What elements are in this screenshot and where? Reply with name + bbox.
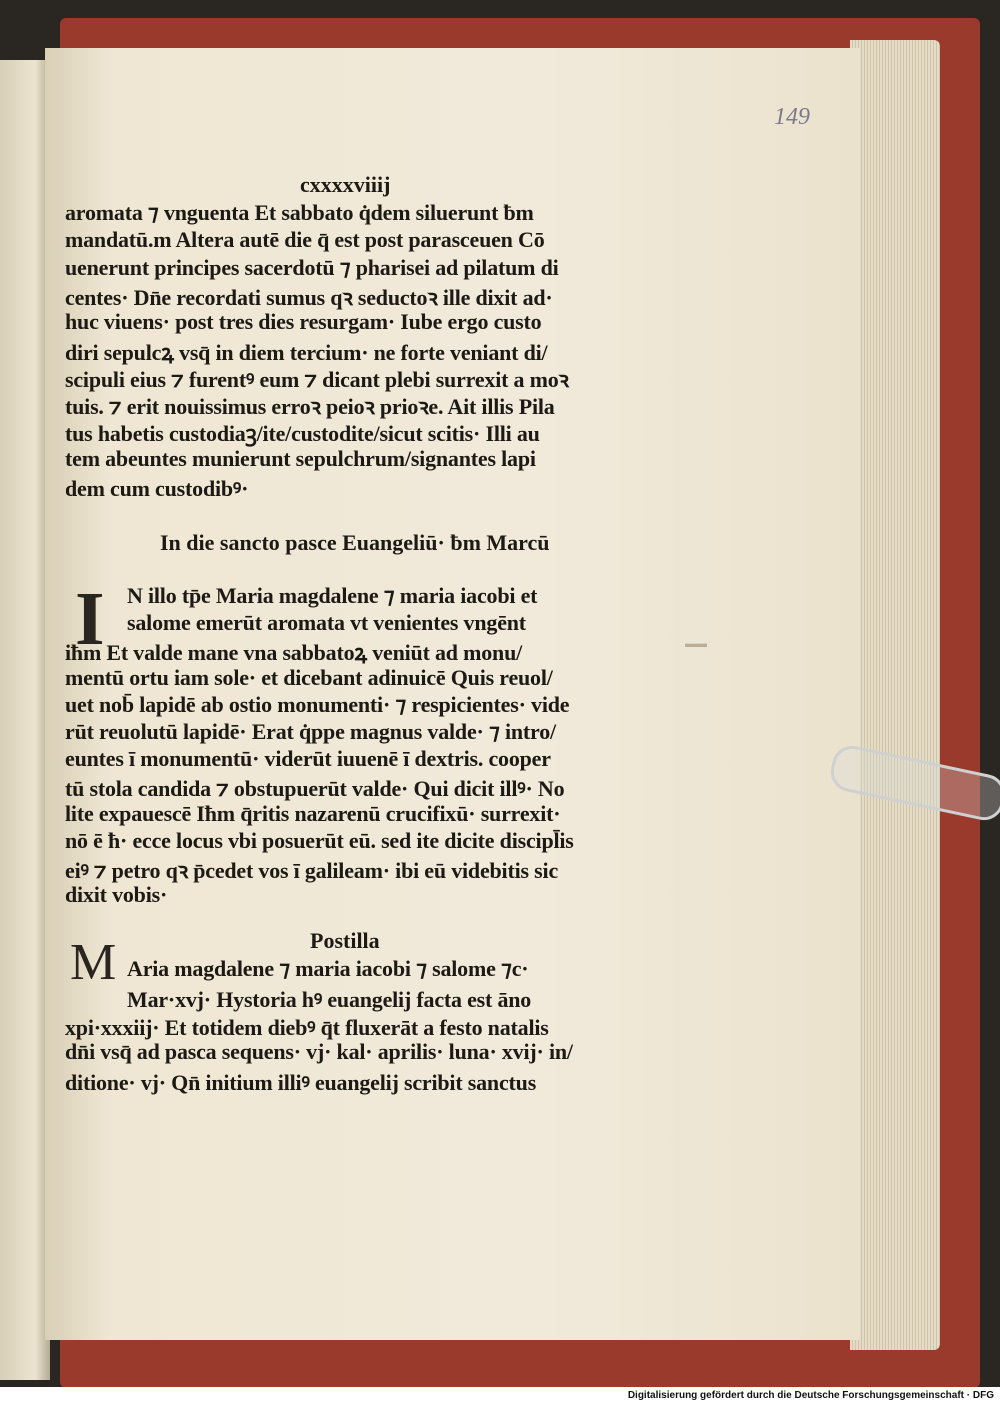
text-line: dem cum custodibꝰ· [65,476,249,501]
text-line: euntes ī monumentū· viderūt iuuenē ī dextris. cooper [65,746,551,772]
text-line: mandatū.m Altera autē die q̄ est post parasceuen Cō [65,227,545,253]
handwritten-folio-number: 149 [774,104,810,130]
footer-bar [0,1387,1000,1405]
text-line: tus habetis custodiaꝫ/ite/custodite/sicut scitis· Illi au [65,421,540,447]
text-line: rūt reuolutū lapidē· Erat q̇ppe magnus valde· ⁊ intro/ [65,719,556,744]
page-edges [850,40,940,1350]
running-head: cxxxxviiij [300,172,391,197]
text-line: Aria magdalene ⁊ maria iacobi ⁊ salome ⁊c· [127,956,529,981]
text-line: N illo tp̄e Maria magdalene ⁊ maria iacobi et [127,583,538,608]
text-line: xpi·xxxiij· Et totidem diebꝰ q̄t fluxerāt a festo natalis [65,1014,549,1040]
text-line: mentū ortu iam sole· et dicebant adinuicē Quis reuol/ [65,664,553,690]
text-line: lite expauescē Iħm q̄ritis nazarenū crucifixū· surrexit· [65,800,561,826]
drop-initial-i: I [75,577,105,661]
faint-margin-mark: ▬▬ [685,638,707,650]
text-line: centes· Dn̄e recordati sumus qꝛ seductoꝛ ille dixit ad· [65,284,553,310]
section-heading: In die sancto pasce Euangeliū· ƀm Marcū [160,530,550,555]
text-line: tū stola candida ⁊ obstupuerūt valde· Qui dicit illꝰ· No [65,776,565,802]
text-line: iħm Et valde mane vna sabbatoꝝ veniūt ad monu/ [65,640,523,666]
text-line: Mar·xvj· Hystoria hꝰ euangelij facta est āno [127,986,532,1012]
text-line: uenerunt principes sacerdotū ⁊ pharisei ad pilatum di [65,254,559,280]
text-line: nō ē ħ· ecce locus vbi posuerūt eū. sed ite dicite discipl̄is [65,827,574,853]
text-line: eiꝰ ⁊ petro qꝛ p̄cedet vos ī galileam· ibi eū videbitis sic [65,858,559,883]
text-line: tem abeuntes munierunt sepulchrum/signantes lapi [65,445,536,471]
text-line: uet nob̄ lapidē ab ostio monumenti· ⁊ respicientes· vide [65,691,570,717]
text-line: dixit vobis· [65,882,168,908]
funding-credit: Digitalisierung gefördert durch die Deutsche Forschungsgemeinschaft · DFG [627,1390,994,1401]
book-page [45,48,860,1340]
drop-initial-m: M [70,934,117,991]
text-line: huc viuens· post tres dies resurgam· Iube ergo custo [65,309,542,335]
text-line: aromata ⁊ vnguenta Et sabbato q̇dem siluerunt ƀm [65,200,534,225]
text-line: ditione· vj· Qn̄ initium illiꝰ euangelij scribit sanctus [65,1070,537,1096]
left-page-fragment [0,60,50,1380]
text-line: scipuli eius ⁊ furentꝰ eum ⁊ dicant plebi surrexit a moꝛ [65,366,569,392]
text-line: salome emerūt aromata vt venientes vngēnt [127,610,526,636]
postilla-heading: Postilla [310,928,380,953]
text-line: tuis. ⁊ erit nouissimus erroꝛ peioꝛ prioꝛe. Ait illis Pila [65,394,555,420]
text-line: dn̄i vsq̄ ad pasca sequens· vj· kal· aprilis· luna· xvij· in/ [65,1039,573,1065]
text-line: diri sepulcꝝ vsq̄ in diem tercium· ne forte veniant di/ [65,339,548,365]
